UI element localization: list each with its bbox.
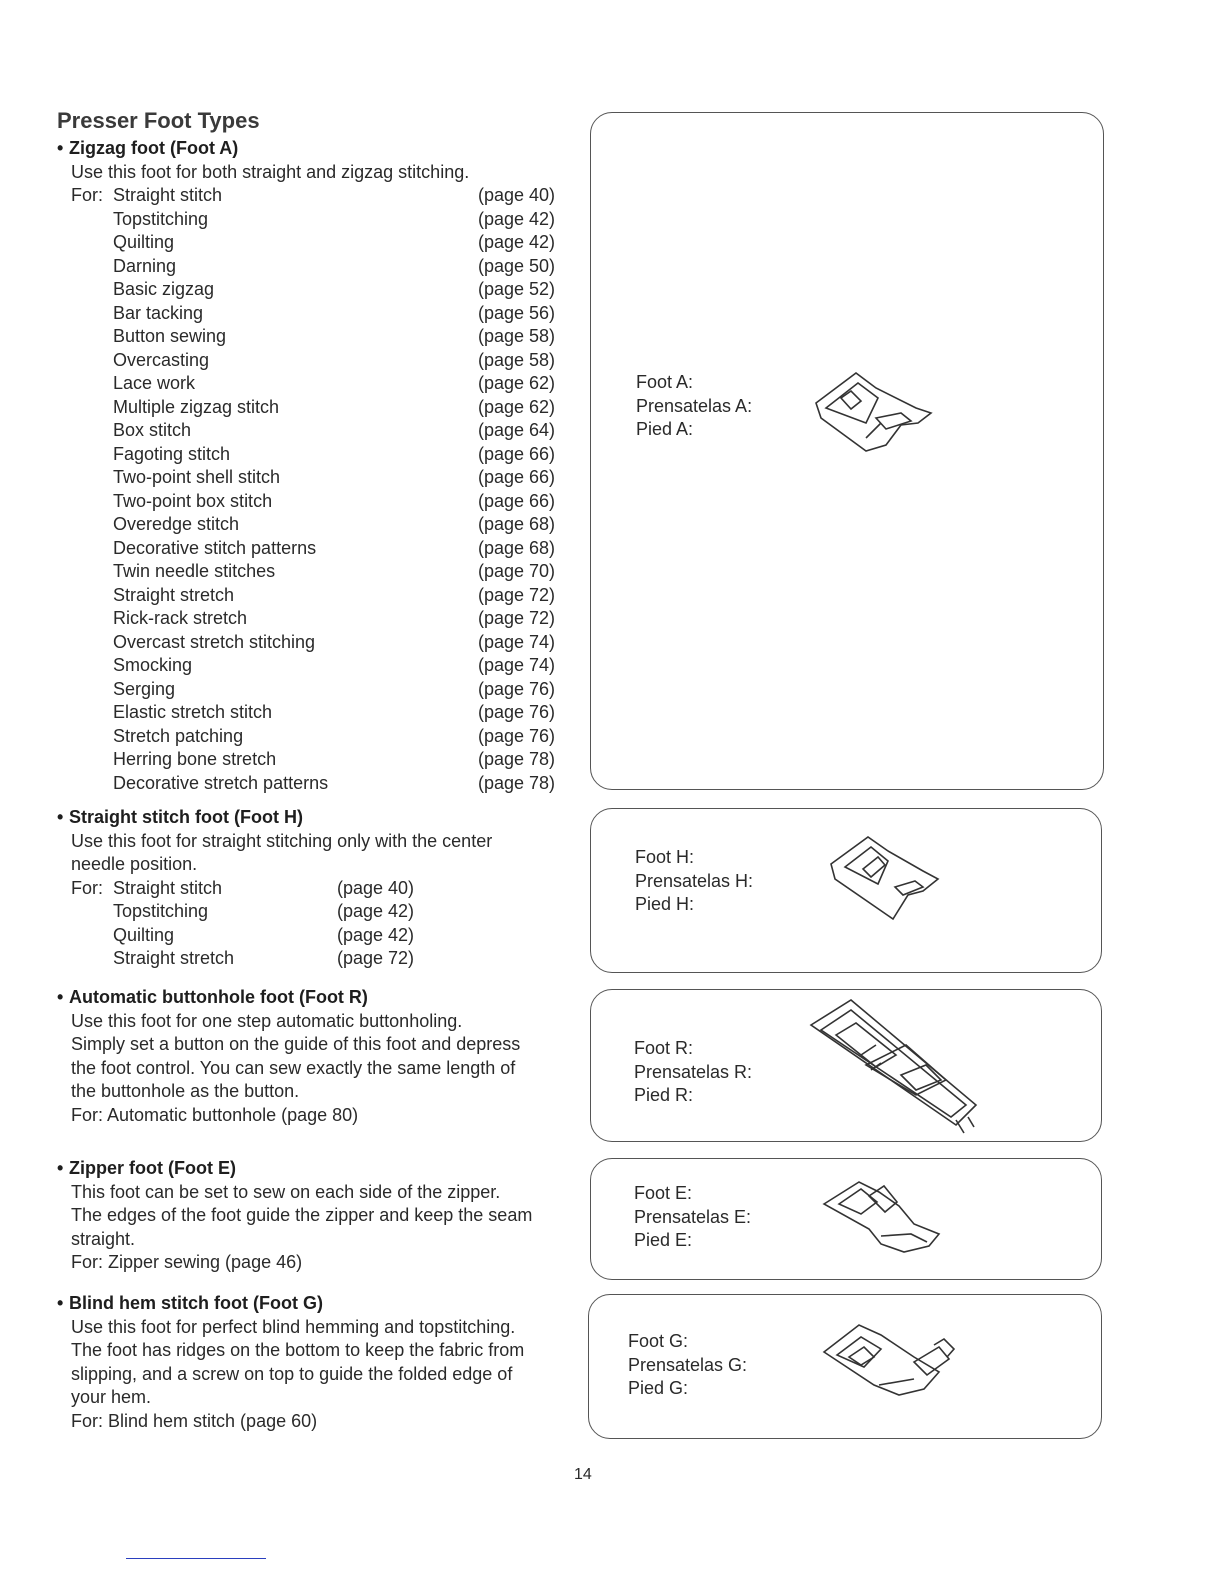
page-reference: (page 78): [478, 772, 556, 793]
foot-g-icon: [819, 1317, 959, 1412]
foot-e-icon: [819, 1174, 944, 1259]
page-reference: (page 40): [337, 877, 415, 898]
foot-a-description: Use this foot for both straight and zigzag stitching.: [71, 161, 470, 182]
use-row: [57, 654, 556, 678]
stitch-name: Herring bone stretch: [113, 749, 277, 769]
foot-e-description-line: straight.: [71, 1228, 136, 1249]
stitch-name: Straight stitch: [113, 877, 223, 898]
foot-e-section: [57, 1157, 532, 1275]
foot-a-label: Prensatelas A:: [636, 395, 753, 416]
foot-a-icon: [806, 363, 936, 458]
foot-e-label: Pied E:: [634, 1230, 693, 1250]
foot-r-box: [590, 989, 1102, 1142]
use-row: [57, 396, 556, 420]
for-label: For:: [71, 185, 104, 205]
foot-g-description-line: your hem.: [71, 1387, 152, 1407]
page-reference: (page 74): [478, 631, 556, 652]
use-row: [57, 419, 556, 443]
foot-g-description-line: Use this foot for perfect blind hemming and topstitching.: [71, 1316, 516, 1337]
stitch-name: Overcasting: [113, 349, 210, 370]
stitch-name: Rick-rack stretch: [113, 608, 248, 628]
page-reference: (page 62): [478, 373, 556, 393]
page-reference: (page 42): [337, 924, 415, 945]
use-row: [57, 631, 556, 655]
foot-g-description-line: For: Blind hem stitch (page 60): [71, 1410, 318, 1431]
foot-e-heading: • Zipper foot (Foot E): [57, 1158, 236, 1178]
page-reference: (page 66): [478, 443, 556, 464]
page-reference: (page 52): [478, 279, 556, 299]
stitch-name: Serging: [113, 678, 176, 699]
page-reference: (page 72): [478, 584, 556, 605]
page-reference: (page 58): [478, 349, 556, 370]
foot-h-section: [57, 806, 492, 971]
foot-a-label: Pied A:: [636, 419, 694, 439]
foot-a-box: [590, 112, 1104, 790]
use-row: [57, 325, 556, 349]
stitch-name: Overedge stitch: [113, 514, 240, 534]
foot-r-description-line: Simply set a button on the guide of this foot and depress: [71, 1034, 521, 1054]
foot-e-description-line: The edges of the foot guide the zipper and keep the seam: [71, 1205, 533, 1225]
use-row: [57, 278, 556, 302]
stitch-name: Twin needle stitches: [113, 561, 276, 581]
stitch-name: Box stitch: [113, 420, 192, 440]
stitch-name: Lace work: [113, 373, 196, 393]
foot-g-description-line: slipping, and a screw on top to guide the folded edge of: [71, 1363, 513, 1384]
foot-g-box: [588, 1294, 1102, 1439]
stitch-name: Smocking: [113, 655, 193, 675]
stitch-name: Two-point shell stitch: [113, 467, 281, 487]
page-reference: (page 56): [478, 302, 556, 323]
page-reference: (page 42): [478, 208, 556, 229]
use-row: [57, 513, 556, 537]
foot-r-icon: [806, 995, 981, 1135]
footer-divider: [126, 1558, 266, 1559]
page-reference: (page 78): [478, 749, 556, 769]
stitch-name: Basic zigzag: [113, 279, 215, 299]
stitch-name: Decorative stitch patterns: [113, 537, 317, 558]
stitch-name: Straight stretch: [113, 948, 235, 968]
foot-g-description-line: The foot has ridges on the bottom to keep the fabric from: [71, 1340, 525, 1360]
page-reference: (page 68): [478, 537, 556, 558]
foot-h-uses-list: [57, 877, 492, 971]
foot-r-description-line: the buttonhole as the button.: [71, 1081, 300, 1101]
page-title: Presser Foot Types: [57, 108, 260, 133]
use-row: [57, 900, 492, 924]
foot-r-label: Foot R:: [634, 1038, 694, 1058]
page-reference: (page 76): [478, 702, 556, 722]
use-row: [57, 490, 556, 514]
page-reference: (page 76): [478, 725, 556, 746]
use-row: [57, 349, 556, 373]
foot-e-label: Foot E:: [634, 1183, 693, 1203]
use-row: [57, 701, 556, 725]
page-reference: (page 50): [478, 255, 556, 276]
foot-e-box: [590, 1158, 1102, 1280]
stitch-name: Decorative stretch patterns: [113, 772, 329, 793]
stitch-name: Fagoting stitch: [113, 443, 231, 464]
page-reference: (page 42): [478, 232, 556, 252]
foot-a-heading: • Zigzag foot (Foot A): [57, 138, 239, 158]
stitch-name: Quilting: [113, 924, 175, 945]
foot-r-description-line: For: Automatic buttonhole (page 80): [71, 1104, 359, 1125]
use-row: [57, 772, 556, 796]
use-row: [57, 208, 556, 232]
use-row: [57, 443, 556, 467]
use-row: [57, 231, 556, 255]
foot-g-section: [57, 1292, 524, 1433]
page-reference: (page 40): [478, 185, 556, 205]
page-reference: (page 42): [337, 901, 415, 921]
stitch-name: Straight stretch: [113, 584, 235, 605]
foot-g-label: Prensatelas G:: [628, 1354, 748, 1375]
use-row: [57, 255, 556, 279]
foot-h-label: Prensatelas H:: [635, 870, 754, 891]
page-reference: (page 76): [478, 678, 556, 699]
use-row: [57, 372, 556, 396]
stitch-name: Topstitching: [113, 901, 209, 921]
foot-h-box: [590, 808, 1102, 973]
for-label: For:: [71, 877, 104, 898]
foot-r-label: Pied R:: [634, 1085, 694, 1105]
page-reference: (page 66): [478, 490, 556, 511]
foot-h-heading: • Straight stitch foot (Foot H): [57, 807, 303, 827]
page-reference: (page 64): [478, 420, 556, 440]
foot-h-icon: [823, 829, 943, 924]
stitch-name: Topstitching: [113, 208, 209, 229]
foot-g-label: Foot G:: [628, 1331, 689, 1351]
stitch-name: Stretch patching: [113, 725, 244, 746]
use-row: [57, 924, 492, 948]
foot-r-description-line: Use this foot for one step automatic buttonholing.: [71, 1010, 463, 1031]
use-row: [57, 947, 492, 971]
use-row: [57, 725, 556, 749]
page-reference: (page 70): [478, 561, 556, 581]
foot-e-description-line: This foot can be set to sew on each side of the zipper.: [71, 1181, 501, 1202]
stitch-name: Darning: [113, 255, 177, 276]
stitch-name: Quilting: [113, 232, 175, 252]
use-row: [57, 560, 556, 584]
foot-r-description-line: the foot control. You can sew exactly the same length of: [71, 1057, 516, 1078]
page-reference: (page 72): [478, 608, 556, 628]
foot-r-heading: • Automatic buttonhole foot (Foot R): [57, 987, 368, 1007]
foot-r-section: [57, 986, 520, 1127]
foot-a-uses-list: [57, 184, 556, 795]
stitch-name: Multiple zigzag stitch: [113, 396, 280, 417]
page-reference: (page 68): [478, 514, 556, 534]
use-row: [57, 748, 556, 772]
page-reference: (page 62): [478, 396, 556, 417]
stitch-name: Elastic stretch stitch: [113, 702, 273, 722]
stitch-name: Straight stitch: [113, 185, 223, 205]
use-row: [57, 537, 556, 561]
foot-e-label: Prensatelas E:: [634, 1206, 752, 1227]
page-reference: (page 66): [478, 467, 556, 487]
foot-g-heading: • Blind hem stitch foot (Foot G): [57, 1293, 323, 1313]
stitch-name: Button sewing: [113, 326, 227, 346]
foot-a-label: Foot A:: [636, 372, 694, 392]
foot-e-description-line: For: Zipper sewing (page 46): [71, 1252, 303, 1272]
foot-h-description-line: needle position.: [71, 854, 198, 874]
use-row: [57, 466, 556, 490]
use-row: [57, 877, 492, 901]
page-number: 14: [574, 1466, 592, 1483]
foot-g-label: Pied G:: [628, 1378, 689, 1398]
page-reference: (page 74): [478, 655, 556, 675]
foot-h-label: Foot H:: [635, 847, 695, 867]
use-row: [57, 678, 556, 702]
foot-h-label: Pied H:: [635, 894, 695, 914]
use-row: [57, 584, 556, 608]
use-row: [57, 302, 556, 326]
use-row: [57, 607, 556, 631]
foot-a-section: [57, 137, 556, 795]
page-reference: (page 72): [337, 948, 415, 968]
page-reference: (page 58): [478, 326, 556, 346]
stitch-name: Bar tacking: [113, 302, 204, 323]
stitch-name: Overcast stretch stitching: [113, 631, 316, 652]
use-row: [57, 184, 556, 208]
foot-r-label: Prensatelas R:: [634, 1061, 753, 1082]
stitch-name: Two-point box stitch: [113, 490, 273, 511]
foot-h-description-line: Use this foot for straight stitching only with the center: [71, 830, 493, 851]
